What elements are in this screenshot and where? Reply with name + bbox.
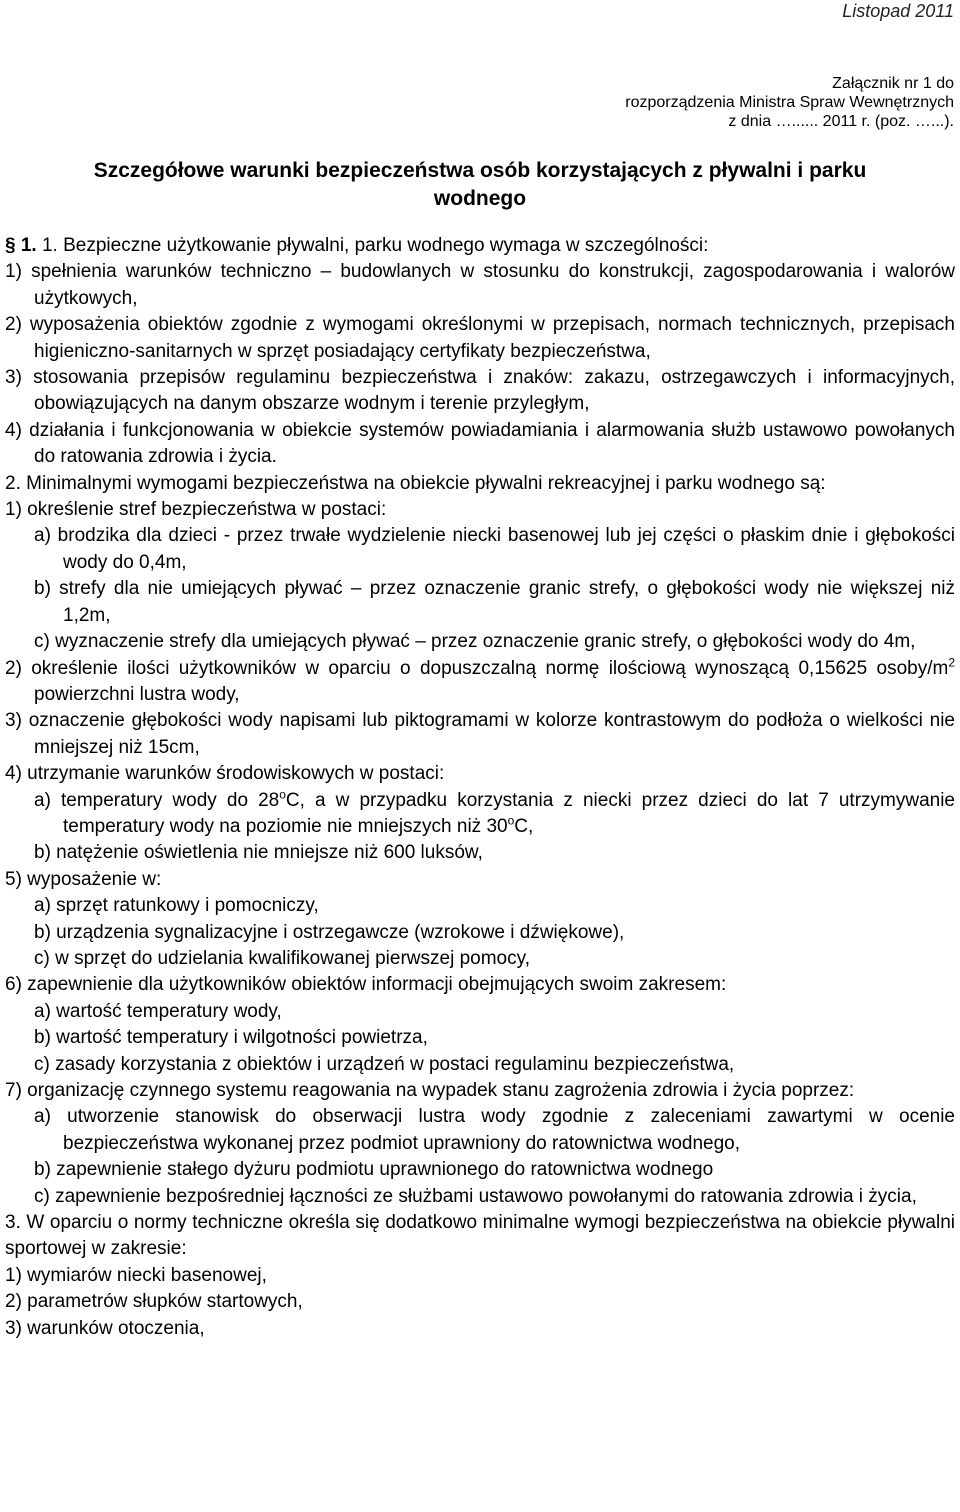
sub-item: b) strefy dla nie umiejących pływać – przez oznaczenie granic strefy, o głębokości wody nie większej niż 1,2m, (34, 578, 955, 626)
header-date: Listopad 2011 (842, 1, 954, 21)
sub-item: a) brodzika dla dzieci - przez trwałe wydzielenie niecki basenowej lub jej części o płaskim dnie i głębokości wody do 0,4m, (34, 525, 955, 573)
sub-item: c) wyznaczenie strefy dla umiejących pływać – przez oznaczenie granic strefy, o głębokości wody do 4m, (34, 631, 916, 653)
annex-line: rozporządzenia Ministra Spraw Wewnętrznych (625, 94, 954, 111)
list-item: 6) zapewnienie dla użytkowników obiektów informacji obejmujących swoim zakresem: (5, 974, 727, 996)
list-item: 1) wymiarów niecki basenowej, (5, 1264, 267, 1286)
list-item: 2) wyposażenia obiektów zgodnie z wymogami określonymi w przepisach, normach technicznych, przepisach higieniczno-sanitarnych w sprzęt posiadający certyfikaty bezpieczeństwa, (5, 314, 955, 362)
section-body (5, 233, 955, 1342)
sub-item: b) wartość temperatury i wilgotności powietrza, (34, 1027, 428, 1049)
sub-item: b) urządzenia sygnalizacyjne i ostrzegawcze (wzrokowe i dźwiękowe), (34, 921, 625, 943)
annex-line: Załącznik nr 1 do (832, 75, 954, 92)
sub-item: c) zapewnienie bezpośredniej łączności ze służbami ustawowo powołanymi do ratowania zdrowia i życia, (34, 1185, 917, 1207)
list-item: 3) stosowania przepisów regulaminu bezpieczeństwa i znaków: zakazu, ostrzegawczych i informacyjnych, obowiązujących na danym obszarze wodnym i terenie przyległym, (5, 367, 955, 415)
section-mark: § 1. (5, 235, 42, 256)
sub-item: b) natężenie oświetlenia nie mniejsze niż 600 luksów, (34, 842, 483, 864)
paragraph-1: § 1. 1. Bezpieczne użytkowanie pływalni, parku wodnego wymaga w szczególności: (5, 235, 709, 256)
list-item: 4) działania i funkcjonowania w obiekcie systemów powiadamiania i alarmowania służb ustawowo powołanych do ratowania zdrowia i życia. (5, 419, 955, 468)
title-line: Szczegółowe warunki bezpieczeństwa osób korzystających z pływalni i parku (93, 159, 867, 182)
sub-item: c) w sprzęt do udzielania kwalifikowanej pierwszej pomocy, (34, 947, 530, 969)
sub-item: a) utworzenie stanowisk do obserwacji lustra wody zgodnie z zaleceniami zawartymi w ocenie bezpieczeństwa wykonanej przez podmiot uprawniony do ratownictwa wodnego, (34, 1106, 955, 1154)
title-line: wodnego (433, 187, 527, 210)
paragraph-3: 3. W oparciu o normy techniczne określa się dodatkowo minimalne wymogi bezpieczeństwa na obiekcie pływalni sportowej w zakresie: (5, 1212, 955, 1260)
sub-item: a) temperatury wody do 28$^o$C, a w przypadku korzystania z niecki przez dzieci do lat 7 utrzymywanie temperatury wody na poziomie nie mniejszych niż 30$^o$C, (34, 787, 955, 837)
list-item: 1) spełnienia warunków techniczno – budowlanych w stosunku do konstrukcji, zagospodarowania i walorów użytkowych, (5, 261, 955, 309)
list-item: 2) parametrów słupków startowych, (5, 1291, 303, 1313)
annex-line: z dnia …...... 2011 r. (poz. …...). (728, 113, 954, 130)
sub-item: a) wartość temperatury wody, (34, 1000, 282, 1022)
list-item: 3) warunków otoczenia, (5, 1317, 205, 1339)
list-item: 1) określenie stref bezpieczeństwa w postaci: (5, 499, 387, 521)
list-item: 3) oznaczenie głębokości wody napisami lub piktogramami w kolorze kontrastowym do podłoża o wielkości nie mniejszej niż 15cm, (5, 710, 955, 758)
paragraph-2: 2. Minimalnymi wymogami bezpieczeństwa na obiekcie pływalni rekreacyjnej i parku wodnego są: (5, 472, 826, 494)
list-item: 5) wyposażenie w: (5, 868, 162, 890)
list-item: 7) organizację czynnego systemu reagowania na wypadek stanu zagrożenia zdrowia i życia poprzez: (5, 1080, 855, 1101)
document-title (0, 157, 960, 213)
list-item: 2) określenie ilości użytkowników w oparciu o dopuszczalną normę ilościową wynoszącą 0,15625 osoby/$m^2$ powierzchni lustra wody, (5, 655, 955, 705)
sub-item: a) sprzęt ratunkowy i pomocniczy, (34, 895, 319, 917)
sub-item: c) zasady korzystania z obiektów i urządzeń w postaci regulaminu bezpieczeństwa, (34, 1053, 735, 1075)
sub-item: b) zapewnienie stałego dyżuru podmiotu uprawnionego do ratownictwa wodnego (34, 1159, 714, 1181)
list-item: 4) utrzymanie warunków środowiskowych w postaci: (5, 763, 445, 785)
annex-reference (625, 74, 954, 131)
